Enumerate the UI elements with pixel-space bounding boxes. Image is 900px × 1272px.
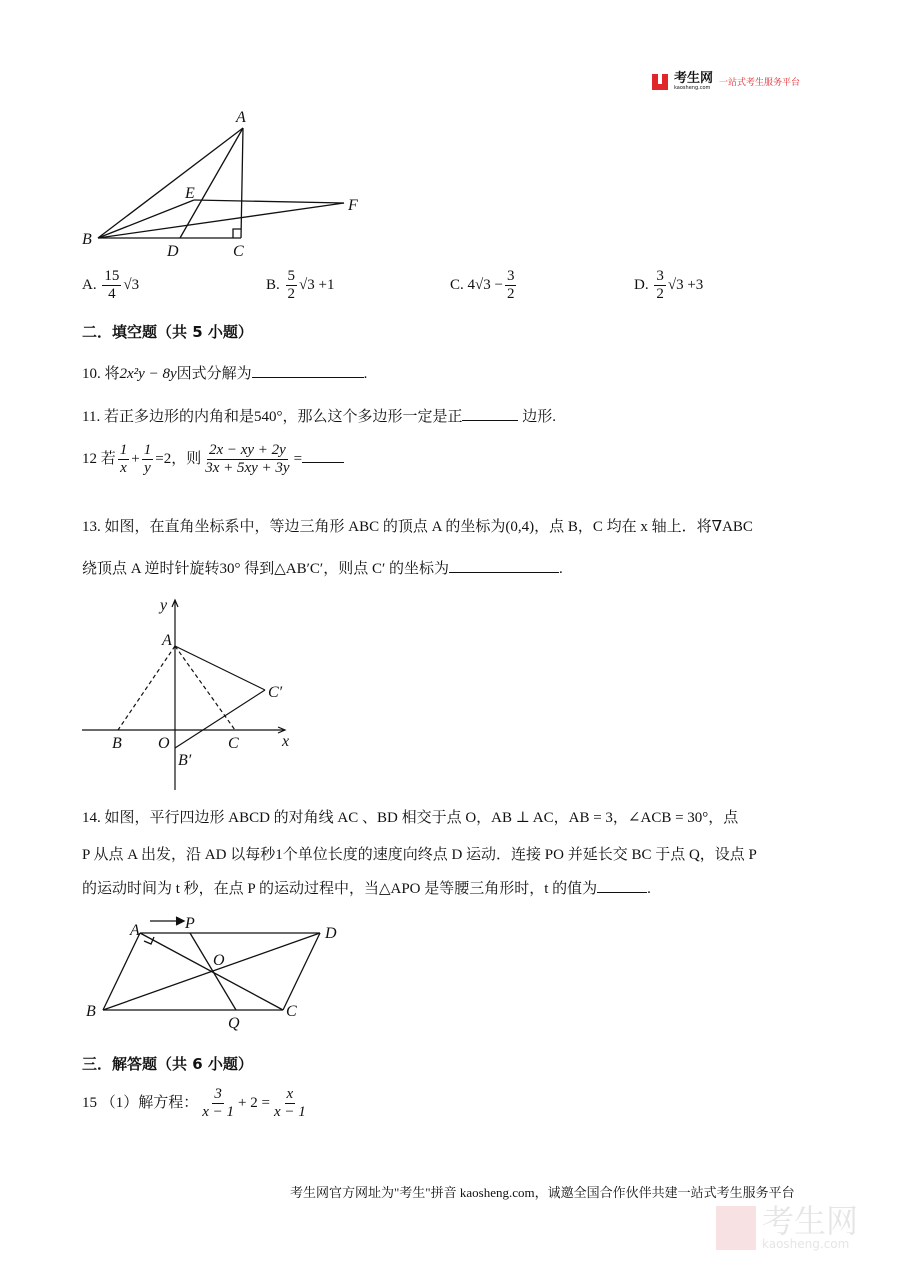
question-12: 12 若 $\frac{1}{x}$ + $\frac{1}{y}$ =2，则 $\frac{2x - xy + 2y}{3x + 5xy + 3y}$ =: [82, 442, 344, 478]
label-P: P: [185, 915, 195, 932]
answer-blank[interactable]: [252, 363, 364, 378]
option-b: B. $\frac{5}{2}$ √3 +1: [266, 268, 335, 303]
footer-text: 考生网官方网址为"考生"拼音 kaosheng.com，诚邀全国合作伙伴共建一站式考生服务平台: [290, 1185, 795, 1200]
label-C2: C: [228, 735, 239, 752]
watermark-logo: [716, 1202, 859, 1251]
label-D: D: [167, 243, 179, 260]
logo-domain: kaosheng.com: [674, 85, 711, 91]
label-B-prime: B′: [178, 752, 192, 769]
header-slogan: 一站式考生服务平台: [719, 78, 801, 88]
question-13-line2: 绕顶点 A 逆时针旋转30° 得到△AB′C′，则点 C′ 的坐标为 .: [82, 557, 563, 578]
answer-blank[interactable]: [449, 558, 559, 573]
label-Q: Q: [228, 1015, 240, 1032]
label-F: F: [348, 197, 358, 214]
watermark-name: 考生网: [762, 1202, 859, 1240]
option-a: A. $\frac{15}{4}$ √3: [82, 268, 140, 303]
label-O3: O: [213, 952, 225, 969]
figure-triangle: [98, 128, 344, 238]
question-10: 10. 将2x²y − 8y因式分解为 .: [82, 362, 367, 383]
label-y: y: [160, 597, 168, 614]
section-3-heading: 三．解答题（共 6 小题）: [82, 1055, 253, 1073]
label-A2: A: [162, 632, 172, 649]
watermark-domain: kaosheng.com: [762, 1237, 850, 1251]
label-B2: B: [112, 735, 122, 752]
answer-blank[interactable]: [597, 878, 647, 893]
question-14-line2: P 从点 A 出发，沿 AD 以每秒1个单位长度的速度向终点 D 运动．连接 PO 并延长交 BC 于点 Q，设点 P: [82, 847, 757, 863]
label-x: x: [282, 733, 290, 750]
label-D3: D: [325, 925, 337, 942]
question-11: 11. 若正多边形的内角和是540°，那么这个多边形一定是正 边形.: [82, 405, 556, 426]
label-B: B: [82, 231, 92, 248]
label-C: C: [233, 243, 244, 260]
label-C-prime: C′: [268, 684, 283, 701]
label-A3: A: [130, 922, 140, 939]
answer-blank[interactable]: [302, 448, 344, 463]
label-C3: C: [286, 1003, 297, 1020]
answer-blank[interactable]: [462, 406, 518, 421]
section-2-heading: 二．填空题（共 5 小题）: [82, 323, 253, 341]
label-B3: B: [86, 1003, 96, 1020]
logo-name: 考生网: [674, 71, 714, 86]
label-E: E: [185, 185, 195, 202]
label-O: O: [158, 735, 170, 752]
question-15: 15 （1）解方程： $\frac{3}{x - 1}$ + 2 = $\frac{x}{x - 1}$: [82, 1086, 306, 1121]
question-14-line1: 14. 如图，平行四边形 ABCD 的对角线 AC 、BD 相交于点 O，AB ⊥ AC，AB = 3，∠ACB = 30°，点: [82, 810, 739, 826]
option-d: D. $\frac{3}{2}$ √3 +3: [634, 268, 704, 303]
label-A: A: [236, 109, 246, 126]
option-c: C. 4√3 − $\frac{3}{2}$: [450, 268, 515, 303]
question-14-line3: 的运动时间为 t 秒，在点 P 的运动过程中，当△APO 是等腰三角形时，t 的值为 .: [82, 877, 651, 898]
question-13-line1: 13. 如图，在直角坐标系中，等边三角形 ABC 的顶点 A 的坐标为(0,4)，点 B，C 均在 x 轴上．将∇ABC: [82, 519, 753, 535]
watermark-mark-icon: [716, 1206, 756, 1250]
